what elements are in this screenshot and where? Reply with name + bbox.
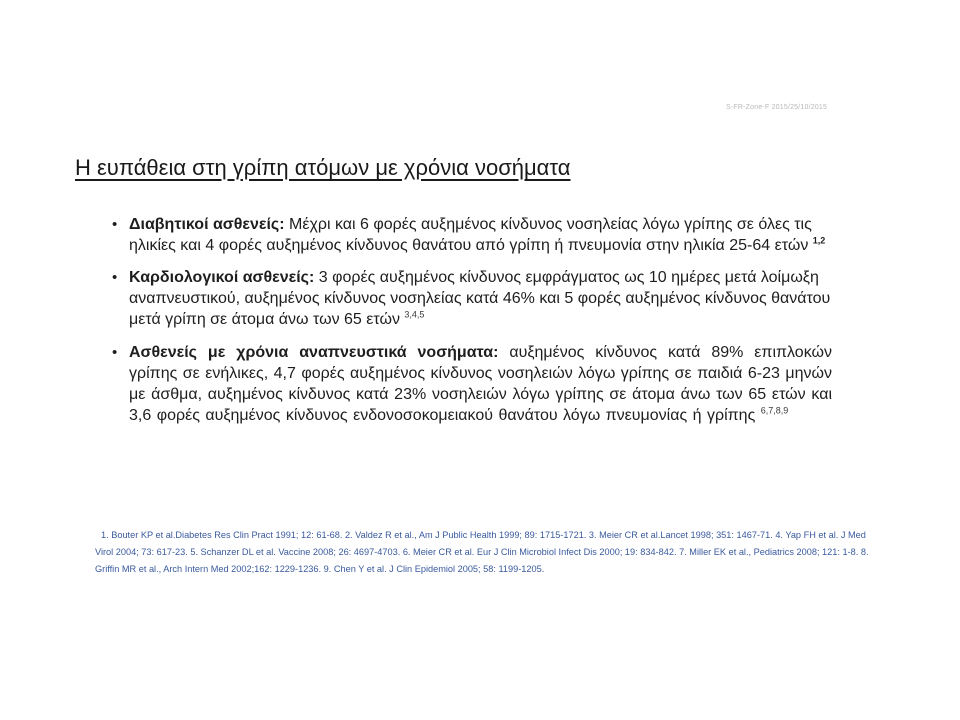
slide-code-label: S-FR-Zone-F 2015/25/10/2015 bbox=[726, 104, 828, 111]
reference-superscript: 1,2 bbox=[812, 235, 826, 246]
references-footnote: 1. Bouter KP et al.Diabetes Res Clin Pract 1991; 12: 61-68. 2. Valdez R et al., Am J Public Health 1999; 89: 1715-1721. 3. Meier CR et al.Lancet 1998; 351: 1467-71. 4. Yap FH et al. J Med Virol 2004; 73: 617-23. 5. Schanzer DL et al. Vaccine 2008; 26: 4697-4703. 6. Meier CR et al. Eur J Clin Microbiol Infect Dis 2000; 19: 834-842. 7. Miller EK et al., Pediatrics 2008; 121: 1-8. 8. Griffin MR et al., Arch Intern Med 2002;162: 1229-1236. 9. Chen Y et al. J Clin Epidemiol 2005; 58: 1199-1205. bbox=[95, 530, 869, 574]
bullet-body bbox=[129, 344, 832, 424]
bullet-lead: Ασθενείς με χρόνια αναπνευστικά νοσήματα: bbox=[129, 344, 499, 361]
bullet-respiratory bbox=[112, 342, 832, 426]
bullet-body bbox=[129, 216, 825, 254]
bullet-text: αυξημένος κίνδυνος κατά 89% επιπλοκών γρίπης σε ενήλικες, 4,7 φορές αυξημένος κίνδυνος νοσηλειών λόγω γρίπης σε παιδιά 6-23 μηνών με άσθμα, αυξημένος κίνδυνος κατά 23% νοσηλειών λόγω γρίπης σε άτομα άνω των 65 ετών και 3,6 φορές αυξημένος κίνδυνος ενδονοσοκομειακού θανάτου λόγω πνευμονίας ή γρίπης bbox=[129, 344, 833, 424]
bullet-body bbox=[129, 269, 830, 328]
bullet-dot-icon: • bbox=[112, 216, 118, 233]
bullet-text: Μέχρι και 6 φορές αυξημένος κίνδυνος νοσηλείας λόγω γρίπης σε όλες τις ηλικίες και 4 φορές αυξημένος κίνδυνος θανάτου από γρίπη ή πνευμονία στην ηλικία 25-64 ετών bbox=[129, 216, 813, 254]
slide-title: Η ευπάθεια στη γρίπη ατόμων με χρόνια νοσήματα bbox=[75, 155, 571, 180]
bullet-dot-icon: • bbox=[112, 344, 118, 361]
bullet-lead: Διαβητικοί ασθενείς: bbox=[129, 216, 285, 233]
bullet-lead: Καρδιολογικοί ασθενείς: bbox=[129, 269, 315, 286]
reference-superscript: 3,4,5 bbox=[404, 309, 425, 320]
bullet-diabetic bbox=[112, 214, 832, 256]
bullet-cardiac bbox=[112, 267, 832, 330]
bullet-text: 3 φορές αυξημένος κίνδυνος εμφράγματος ως 10 ημέρες μετά λοίμωξη αναπνευστικού, αυξημένος κίνδυνος νοσηλείας κατά 46% και 5 φορές αυξημένος κίνδυνος θανάτου μετά γρίπη σε άτομα άνω των 65 ετών bbox=[129, 269, 831, 328]
bullet-dot-icon: • bbox=[112, 269, 118, 286]
bullet-list bbox=[112, 214, 832, 426]
reference-superscript: 6,7,8,9 bbox=[760, 405, 789, 416]
